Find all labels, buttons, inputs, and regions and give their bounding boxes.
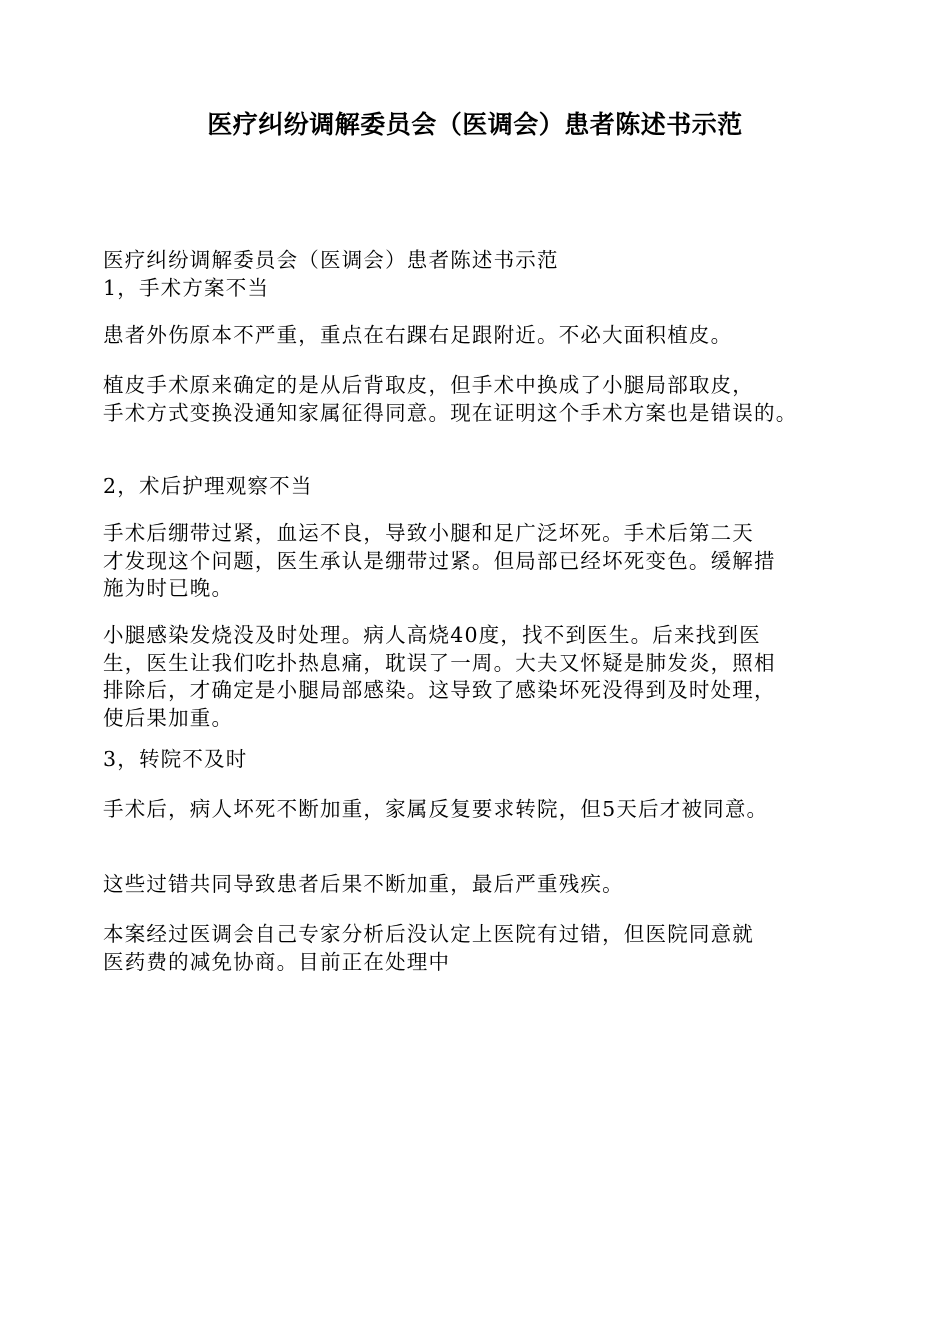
paragraph-line: 医药费的减免协商。目前正在处理中 — [103, 949, 451, 974]
paragraph-line: 生，医生让我们吃扑热息痛，耽误了一周。大夫又怀疑是肺发炎，照相 — [103, 650, 776, 675]
paragraph — [103, 921, 855, 976]
paragraph — [103, 871, 855, 899]
section-heading-2 — [103, 473, 855, 501]
paragraph-line: 手术方式变换没通知家属征得同意。现在证明这个手术方案也是错误的。 — [103, 400, 798, 425]
subtitle-line: 医疗纠纷调解委员会（医调会）患者陈述书示范 — [103, 248, 559, 272]
paragraph-line: 本案经过医调会自己专家分析后没认定上医院有过错，但医院同意就 — [103, 922, 754, 946]
paragraph-line: 小腿感染发烧没及时处理。病人高烧40度，找不到医生。后来找到医 — [103, 623, 761, 647]
section-heading-1 — [103, 275, 855, 303]
paragraph-line: 使后果加重。 — [103, 705, 234, 730]
paragraph-line: 植皮手术原来确定的是从后背取皮，但手术中换成了小腿局部取皮， — [103, 373, 754, 397]
section-heading: 3，转院不及时 — [103, 747, 248, 771]
section-heading: 1，手术方案不当 — [103, 276, 270, 300]
paragraph — [103, 520, 855, 603]
paragraph — [103, 796, 855, 824]
paragraph-line: 排除后，才确定是小腿局部感染。这导致了感染坏死没得到及时处理， — [103, 678, 776, 702]
document-subtitle — [103, 247, 855, 275]
paragraph-line: 施为时已晚。 — [103, 576, 234, 600]
section-heading-3 — [103, 746, 855, 774]
paragraph-line: 手术后绷带过紧，血运不良，导致小腿和足广泛坏死。手术后第二天 — [103, 521, 754, 545]
paragraph — [103, 322, 855, 350]
paragraph-line: 才发现这个问题，医生承认是绷带过紧。但局部已经坏死变色。缓解措 — [103, 548, 776, 573]
section-heading: 2，术后护理观察不当 — [103, 474, 313, 498]
paragraph-line: 手术后，病人坏死不断加重，家属反复要求转院，但5天后才被同意。 — [103, 797, 769, 821]
document-title: 医疗纠纷调解委员会（医调会）患者陈述书示范 — [207, 110, 743, 139]
paragraph-line: 这些过错共同导致患者后果不断加重，最后严重残疾。 — [103, 872, 624, 896]
paragraph — [103, 622, 855, 732]
paragraph — [103, 372, 855, 427]
paragraph-line: 患者外伤原本不严重，重点在右踝右足跟附近。不必大面积植皮。 — [103, 323, 733, 347]
